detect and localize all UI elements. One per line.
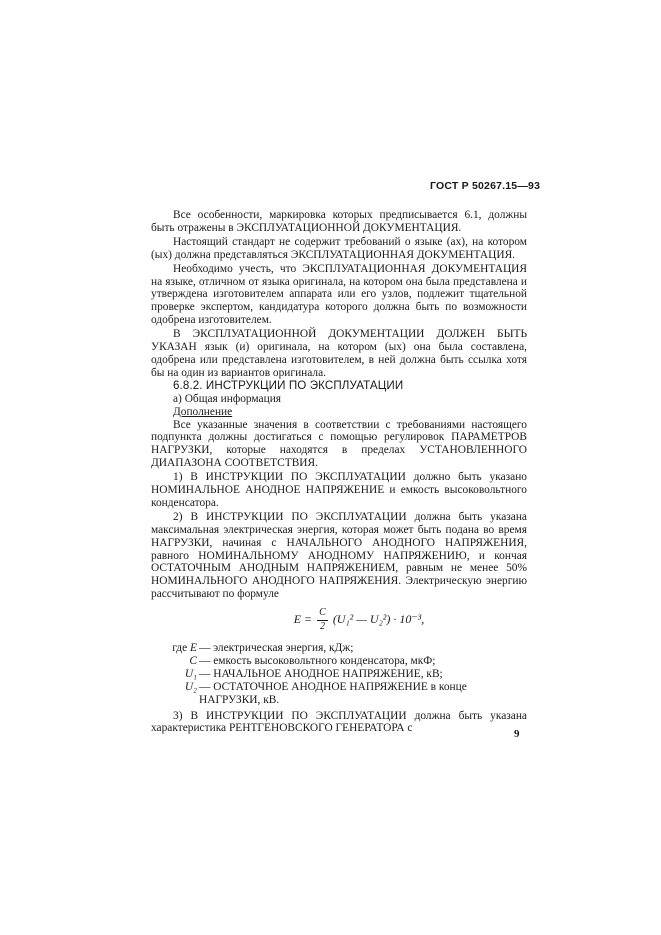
paragraph-markings: Все особенности, маркировка которых предписывается 6.1, должны быть отражены в ЭКСПЛУАТАЦИОННОЙ ДОКУМЕНТАЦИЯ. bbox=[151, 209, 527, 234]
document-header: ГОСТ Р 50267.15—93 bbox=[430, 180, 541, 192]
legend-symbol bbox=[151, 681, 199, 707]
legend-row bbox=[151, 642, 527, 655]
legend-description: — емкость высоковольтного конденсатора, мкФ; bbox=[199, 654, 436, 667]
paragraph-translation: Необходимо учесть, что ЭКСПЛУАТАЦИОННАЯ ДОКУМЕНТАЦИЯ на языке, отличном от языка оригинала, на котором она была представлена и утверждена изготовителем аппарата или его узлов, подлежит тщательной проверке экспертом, кандидатура которого должна быть по возможности одобрена изготовителем. bbox=[151, 262, 527, 327]
item-3: 3) В ИНСТРУКЦИИ ПО ЭКСПЛУАТАЦИИ должна быть указана характеристика РЕНТГЕНОВСКОГО ГЕНЕРАТОРА с bbox=[151, 709, 527, 735]
legend-symbol-text: C bbox=[189, 654, 197, 667]
addition-label: Дополнение bbox=[173, 405, 233, 418]
section-heading: 6.8.2. ИНСТРУКЦИИ ПО ЭКСПЛУАТАЦИИ bbox=[173, 378, 404, 392]
item-2: 2) В ИНСТРУКЦИИ ПО ЭКСПЛУАТАЦИИ должна быть указана максимальная электрическая энергия, которая может быть подана во время НАГРУЗКИ, начиная с НАЧАЛЬНОГО АНОДНОГО НАПРЯЖЕНИЯ, равного НОМИНАЛЬНОМУ АНОДНОМУ НАПРЯЖЕНИЮ, и кончая ОСТАТОЧНЫМ АНОДНЫМ НАПРЯЖЕНИЕМ, равным не менее 50% НОМИНАЛЬНОГО АНОДНОГО НАПРЯЖЕНИЯ. Электрическую энергию рассчитывают по формуле bbox=[151, 510, 527, 601]
legend-row bbox=[151, 655, 527, 668]
page-body bbox=[151, 209, 527, 735]
legend-symbol-text: U₁ bbox=[184, 667, 197, 680]
formula-denominator: 2 bbox=[319, 621, 325, 633]
legend-symbol bbox=[151, 655, 199, 668]
legend-symbol bbox=[151, 642, 199, 655]
paragraph-load-parameters: Все указанные значения в соответствии с требованиями настоящего подпункта должны достигаться с помощью регулировок ПАРАМЕТРОВ НАГРУЗКИ, которые находятся в пределах УСТАНОВЛЕННОГО ДИАПАЗОНА СООТВЕТСТВИЯ. bbox=[151, 418, 527, 470]
formula-fraction bbox=[317, 607, 328, 634]
legend-description: — ОСТАТОЧНОЕ АНОДНОЕ НАПРЯЖЕНИЕ в конце НАГРУЗКИ, кВ. bbox=[199, 680, 467, 706]
legend-symbol-text: E bbox=[190, 642, 197, 654]
legend-row bbox=[151, 668, 527, 681]
formula-legend bbox=[151, 642, 527, 707]
formula-numerator: C bbox=[317, 607, 328, 621]
legend-symbol bbox=[151, 668, 199, 681]
paragraph-original-language: В ЭКСПЛУАТАЦИОННОЙ ДОКУМЕНТАЦИИ ДОЛЖЕН БЫТЬ УКАЗАН язык (и) оригинала, на котором (ых) она была составлена, одобрена или представлена изготовителем, в ней должна быть ссылка хотя бы на один из вариантов оригинала. bbox=[151, 328, 527, 379]
legend-symbol-text: U₂ bbox=[184, 680, 197, 693]
legend-intro: где bbox=[172, 642, 188, 654]
page-number: 9 bbox=[514, 728, 520, 740]
legend-description: — электрическая энергия, кДж; bbox=[199, 642, 354, 654]
legend-description: — НАЧАЛЬНОЕ АНОДНОЕ НАПРЯЖЕНИЕ, кВ; bbox=[199, 667, 443, 680]
formula-body: (U₁² — U₂²) · 10⁻³, bbox=[332, 612, 425, 627]
legend-row bbox=[151, 681, 527, 707]
energy-formula bbox=[191, 607, 527, 634]
item-1: 1) В ИНСТРУКЦИИ ПО ЭКСПЛУАТАЦИИ должно быть указано НОМИНАЛЬНОЕ АНОДНОЕ НАПРЯЖЕНИЕ и емкость высоковольтного конденсатора. bbox=[151, 471, 527, 509]
subsection-general-info: а) Общая информация bbox=[173, 392, 282, 405]
paragraph-language: Настоящий стандарт не содержит требований о языке (ах), на котором (ых) должна представляться ЭКСПЛУАТАЦИОННАЯ ДОКУМЕНТАЦИЯ. bbox=[151, 235, 527, 261]
formula-lhs: E = bbox=[293, 612, 313, 627]
